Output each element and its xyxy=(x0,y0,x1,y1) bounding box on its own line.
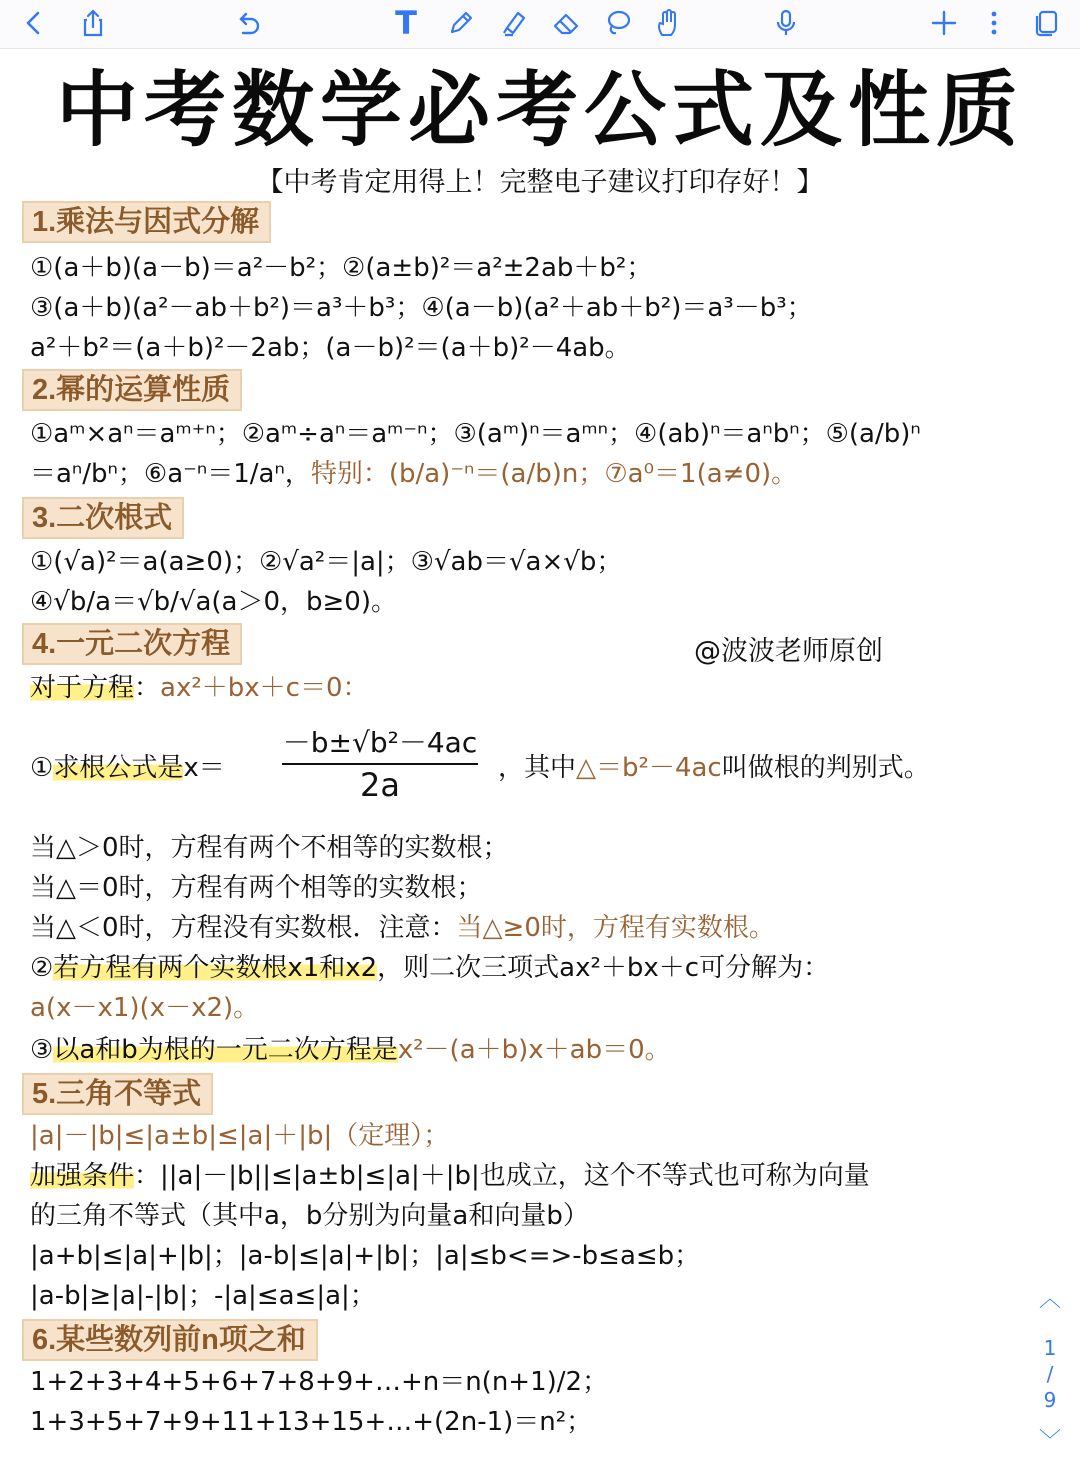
formula-line: 当△＝0时，方程有两个相等的实数根； xyxy=(30,873,483,903)
formula-line: ①(√a)²＝a(a≥0)；②√a²＝|a|；③√ab＝√a×√b； xyxy=(30,547,623,577)
fraction-numerator: －b±√b²－4ac xyxy=(282,726,478,759)
share-icon[interactable] xyxy=(73,4,113,42)
author-watermark: @波波老师原创 xyxy=(694,636,883,667)
eraser-icon[interactable] xyxy=(546,4,586,42)
next-page-icon[interactable]: ﹀ xyxy=(1038,1429,1061,1454)
formula-text: 叫做根的判别式。 xyxy=(721,753,930,783)
note-page xyxy=(2,49,1078,1454)
special-note: 特别：(b/a)⁻ⁿ＝(a/b)n；⑦a⁰＝1(a≠0)。 xyxy=(310,459,798,489)
formula-line xyxy=(30,1031,671,1069)
formula-line: a(x－x1)(x－x2)。 xyxy=(30,993,260,1023)
formula-line: 当△＞0时，方程有两个不相等的实数根； xyxy=(30,833,509,863)
formula-text: 当△＜0时，方程没有实数根．注意： xyxy=(30,913,457,943)
annotation-toolbar xyxy=(0,0,1080,49)
formula-line: ①aᵐ×aⁿ＝aᵐ⁺ⁿ；②aᵐ÷aⁿ＝aᵐ⁻ⁿ；③(aᵐ)ⁿ＝aᵐⁿ；④(ab)ⁿ＝aⁿbⁿ；⑤(a/b)ⁿ xyxy=(30,419,921,449)
fraction-denominator: 2a xyxy=(360,766,400,804)
formula-text: ＝aⁿ/bⁿ；⑥a⁻ⁿ＝1/aⁿ， xyxy=(30,459,311,489)
highlighted-text: 以a和b为根的一元二次方程是 xyxy=(53,1035,398,1065)
previous-page-icon[interactable]: ︿ xyxy=(1038,1287,1061,1312)
highlighted-text: 若方程有两个实数根x1和x2 xyxy=(53,953,378,983)
section-heading-series-sums: 6.某些数列前n项之和 xyxy=(22,1319,318,1361)
section-heading-quadratic: 4.一元二次方程 xyxy=(22,623,242,665)
formula-text: ：||a|－|b||≤|a±b|≤|a|＋|b|也成立，这个不等式也可称为向量 xyxy=(134,1161,870,1191)
formula-line: ③(a＋b)(a²－ab＋b²)＝a³＋b³；④(a－b)(a²＋ab＋b²)＝a³－b³； xyxy=(30,293,813,323)
formula-text: ，则二次三项式ax²＋bx＋c可分解为： xyxy=(377,953,830,983)
back-icon[interactable] xyxy=(14,4,54,42)
formula-line: a²＋b²＝(a＋b)²－2ab；(a－b)²＝(a＋b)²－4ab。 xyxy=(30,333,631,363)
formula-line xyxy=(30,455,797,493)
text-tool-icon[interactable]: T xyxy=(395,4,417,42)
pen-icon[interactable] xyxy=(441,4,481,42)
formula-line xyxy=(30,949,829,987)
formula-text: x＝ xyxy=(183,753,225,783)
highlighter-icon[interactable] xyxy=(494,4,534,42)
formula-line xyxy=(30,909,775,947)
formula-text: ③ xyxy=(30,1035,54,1065)
section-heading-multiplication: 1.乘法与因式分解 xyxy=(22,201,271,243)
formula-line: ①(a＋b)(a－b)＝a²－b²；②(a±b)²＝a²±2ab＋b²； xyxy=(30,253,653,283)
formula-line: |a-b|≥|a|-|b|；-|a|≤a≤|a|； xyxy=(30,1281,376,1311)
equation-text: x²－(a＋b)x＋ab＝0。 xyxy=(397,1035,671,1065)
formula-line: ④√b/a＝√b/√a(a＞0，b≥0)。 xyxy=(30,587,397,617)
hand-icon[interactable] xyxy=(648,4,688,42)
note-text: 当△≥0时，方程有实数根。 xyxy=(456,913,775,943)
equation-text: ax²＋bx＋c＝0： xyxy=(160,673,369,703)
formula-line xyxy=(498,749,930,787)
highlighted-text: 加强条件 xyxy=(30,1161,135,1191)
page-subtitle: 【中考肯定用得上！完整电子建议打印存好！】 xyxy=(256,167,824,198)
discriminant-text: △＝b²－4ac xyxy=(576,753,722,783)
pages-icon[interactable] xyxy=(1026,4,1066,42)
highlighted-text: 求根公式是 xyxy=(53,753,184,783)
formula-line: |a|－|b|≤|a±b|≤|a|＋|b|（定理）； xyxy=(30,1121,450,1151)
microphone-icon[interactable] xyxy=(766,4,806,42)
section-heading-radicals: 3.二次根式 xyxy=(22,497,184,539)
highlighted-text: 对于方程 xyxy=(30,673,135,703)
quadratic-formula-fraction xyxy=(280,723,480,805)
page-indicator xyxy=(1032,1285,1068,1457)
formula-text: ② xyxy=(30,953,54,983)
formula-line xyxy=(30,749,225,787)
formula-text: ① xyxy=(30,753,54,783)
formula-line xyxy=(30,1157,870,1195)
formula-text: ，其中 xyxy=(498,753,577,783)
more-icon[interactable] xyxy=(974,4,1014,42)
add-icon[interactable] xyxy=(924,4,964,42)
formula-text: ： xyxy=(134,673,161,703)
formula-line: 的三角不等式（其中a，b分别为向量a和向量b） xyxy=(30,1201,589,1231)
formula-line: 1+2+3+4+5+6+7+8+9+…+n＝n(n+1)/2； xyxy=(30,1367,609,1397)
lasso-icon[interactable] xyxy=(598,4,638,42)
page-title: 中考数学必考公式及性质 xyxy=(55,63,1024,158)
formula-line: |a+b|≤|a|+|b|；|a-b|≤|a|+|b|；|a|≤b<=>-b≤a≤b； xyxy=(30,1241,701,1271)
section-heading-powers: 2.幂的运算性质 xyxy=(22,369,242,411)
undo-icon[interactable] xyxy=(228,4,268,42)
formula-line: 1+3+5+7+9+11+13+15+…+(2n-1)＝n²； xyxy=(30,1407,593,1437)
formula-line xyxy=(30,669,369,707)
section-heading-triangle-inequality: 5.三角不等式 xyxy=(22,1073,213,1115)
total-pages: 9 xyxy=(1043,1388,1057,1412)
page-separator: / xyxy=(1046,1362,1054,1386)
current-page-number: 1 xyxy=(1043,1336,1057,1360)
